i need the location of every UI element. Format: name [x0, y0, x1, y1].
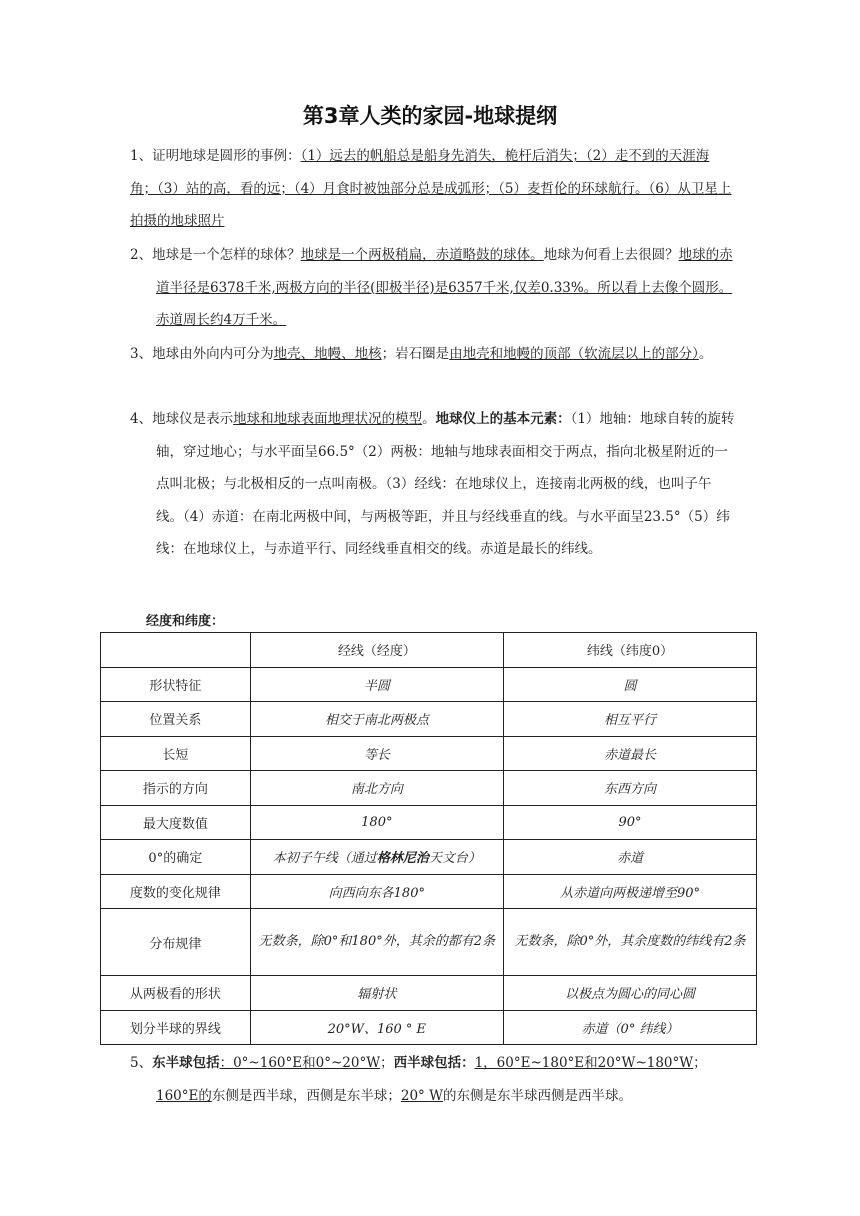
- parallel-cell: 东西方向: [504, 771, 757, 806]
- p5-text-3: 东侧是西半球，西侧是东半球；: [211, 1087, 401, 1104]
- p4-bold-heading: 地球仪上的基本元素：: [435, 411, 571, 427]
- prime-meridian-post: 天文台）: [428, 851, 481, 867]
- meridian-cell: 20°W、160 ° E: [250, 1010, 503, 1045]
- p4-text-2: 。: [422, 411, 436, 427]
- meridian-cell: 南北方向: [250, 771, 503, 806]
- row-label: 分布规律: [101, 909, 251, 976]
- meridian-cell: 向西向东各180°: [250, 874, 503, 909]
- meridian-cell: [250, 840, 503, 875]
- row-label: 最大度数值: [101, 805, 251, 840]
- meridian-cell: 无数条，除0°和180°外，其余的都有2条: [250, 909, 503, 976]
- p2-question-2: 地球为何看上去很圆？: [543, 247, 679, 263]
- row-label: 从两极看的形状: [101, 976, 251, 1011]
- p5-west-label: 西半球包括：: [393, 1055, 475, 1071]
- meridian-cell: 等长: [250, 736, 503, 771]
- paragraph-1: [130, 140, 736, 238]
- table-caption: 经度和纬度：: [146, 614, 225, 629]
- p1-lead: 1、证明地球是圆形的事例：: [130, 148, 301, 164]
- row-label: 划分半球的界线: [101, 1010, 251, 1045]
- table-row: [101, 702, 757, 737]
- p5-east-range: ：0°~160°E和0°~20°W: [219, 1055, 381, 1071]
- comparison-table: [100, 632, 757, 1045]
- table-row: [101, 874, 757, 909]
- row-label: 长短: [101, 736, 251, 771]
- table-row: [101, 805, 757, 840]
- parallel-cell: 赤道（0° 纬线）: [504, 1010, 757, 1045]
- row-label: 指示的方向: [101, 771, 251, 806]
- meridian-cell: 相交于南北两极点: [250, 702, 503, 737]
- p2-number: 2、: [130, 247, 153, 263]
- parallel-cell: 赤道: [504, 840, 757, 875]
- p2-answer-2: 地球的赤道半径是6378千米,两极方向的半径(即极半径)是6357千米,仅差0.33%。所以看上去像个圆形。赤道周长约4万千米。: [156, 247, 733, 328]
- p1-answer: （1）远去的帆船总是船身先消失，桅杆后消失；（2）走不到的天涯海角；（3）站的高，看的远；（4）月食时被蚀部分总是成弧形；（5）麦哲伦的环球航行。（6）从卫星上拍摄的地球照片: [130, 148, 732, 229]
- parallel-cell: 从赤道向两极递增至90°: [504, 874, 757, 909]
- p2-answer-1: 地球是一个两极稍扁，赤道略鼓的球体。: [300, 247, 544, 263]
- header-cell: 纬线（纬度0）: [504, 633, 757, 668]
- meridian-cell: 180°: [250, 805, 503, 840]
- parallel-cell: 相互平行: [504, 702, 757, 737]
- p4-text-1: 地球仪是表示: [152, 411, 234, 427]
- greenwich-bold: 格林尼治: [376, 851, 429, 867]
- row-label: 形状特征: [101, 667, 251, 702]
- paragraph-3: [130, 338, 736, 371]
- row-label: 位置关系: [101, 702, 251, 737]
- row-label: 0°的确定: [101, 840, 251, 875]
- header-cell: 经线（经度）: [250, 633, 503, 668]
- table-row: [101, 771, 757, 806]
- table-row: [101, 976, 757, 1011]
- p5-20w: 20° W: [400, 1087, 443, 1104]
- parallel-cell: 无数条，除0°外，其余度数的纬线有2条: [504, 909, 757, 976]
- p3-answer-2: 由地壳和地幔的顶部（软流层以上的部分）: [449, 346, 699, 362]
- row-label: 度数的变化规律: [101, 874, 251, 909]
- parallel-cell: 圆: [504, 667, 757, 702]
- parallel-cell: 90°: [504, 805, 757, 840]
- paragraph-5: [130, 1047, 736, 1112]
- table-row: [101, 909, 757, 976]
- prime-meridian-pre: 本初子午线（通过: [272, 851, 377, 867]
- p3-text-2: ；岩石圈是: [381, 346, 450, 362]
- parallel-cell: 赤道最长: [504, 736, 757, 771]
- paragraph-2: [130, 239, 736, 337]
- meridian-cell: 半圆: [250, 667, 503, 702]
- p4-text-3: （1）地轴：地球自转的旋转轴，穿过地心；与水平面呈66.5°（2）两极：地轴与地球表面相交于两点，指向北极星附近的一点叫北极；与北极相反的一点叫南极。（3）经线：在地球仪上，连接南北两极的线，也叫子午线。（4）赤道：在南北两极中间，与两极等距，并且与经线垂直的线。与水平面呈23.5°（5）纬线：在地球仪上，与赤道平行、同经线垂直相交的线。赤道是最长的纬线。: [156, 411, 735, 557]
- table-header-row: [101, 633, 757, 668]
- meridian-cell: 辐射状: [250, 976, 503, 1011]
- p4-answer-1: 地球和地球表面地理状况的模型: [233, 411, 423, 427]
- p4-number: 4、: [130, 411, 153, 427]
- paragraph-4: [130, 403, 736, 566]
- p5-text-4: 的东侧是东半球西侧是西半球。: [442, 1087, 632, 1104]
- table-row: [101, 840, 757, 875]
- table-row: [101, 736, 757, 771]
- p3-number: 3、: [130, 346, 153, 362]
- p5-sep-2: ；: [693, 1055, 707, 1071]
- parallel-cell: 以极点为圆心的同心圆: [504, 976, 757, 1011]
- p2-question-1: 地球是一个怎样的球体？: [152, 247, 301, 263]
- p5-number: 5、: [130, 1055, 153, 1071]
- p5-160e: 160°E的: [156, 1087, 212, 1104]
- p5-west-range: 1，60°E~180°E和20°W~180°W: [474, 1055, 694, 1071]
- table-row: [101, 667, 757, 702]
- p3-text-1: 地球由外向内可分为: [152, 346, 274, 362]
- p3-answer-1: 地壳、地幔、地核: [273, 346, 382, 362]
- p3-text-3: 。: [698, 346, 713, 362]
- p5-east-label: 东半球包括: [152, 1055, 220, 1071]
- page-title: 第3章人类的家园-地球提纲: [302, 104, 558, 128]
- p5-sep-1: ；: [380, 1055, 394, 1071]
- header-cell: [101, 633, 251, 668]
- table-row: [101, 1010, 757, 1045]
